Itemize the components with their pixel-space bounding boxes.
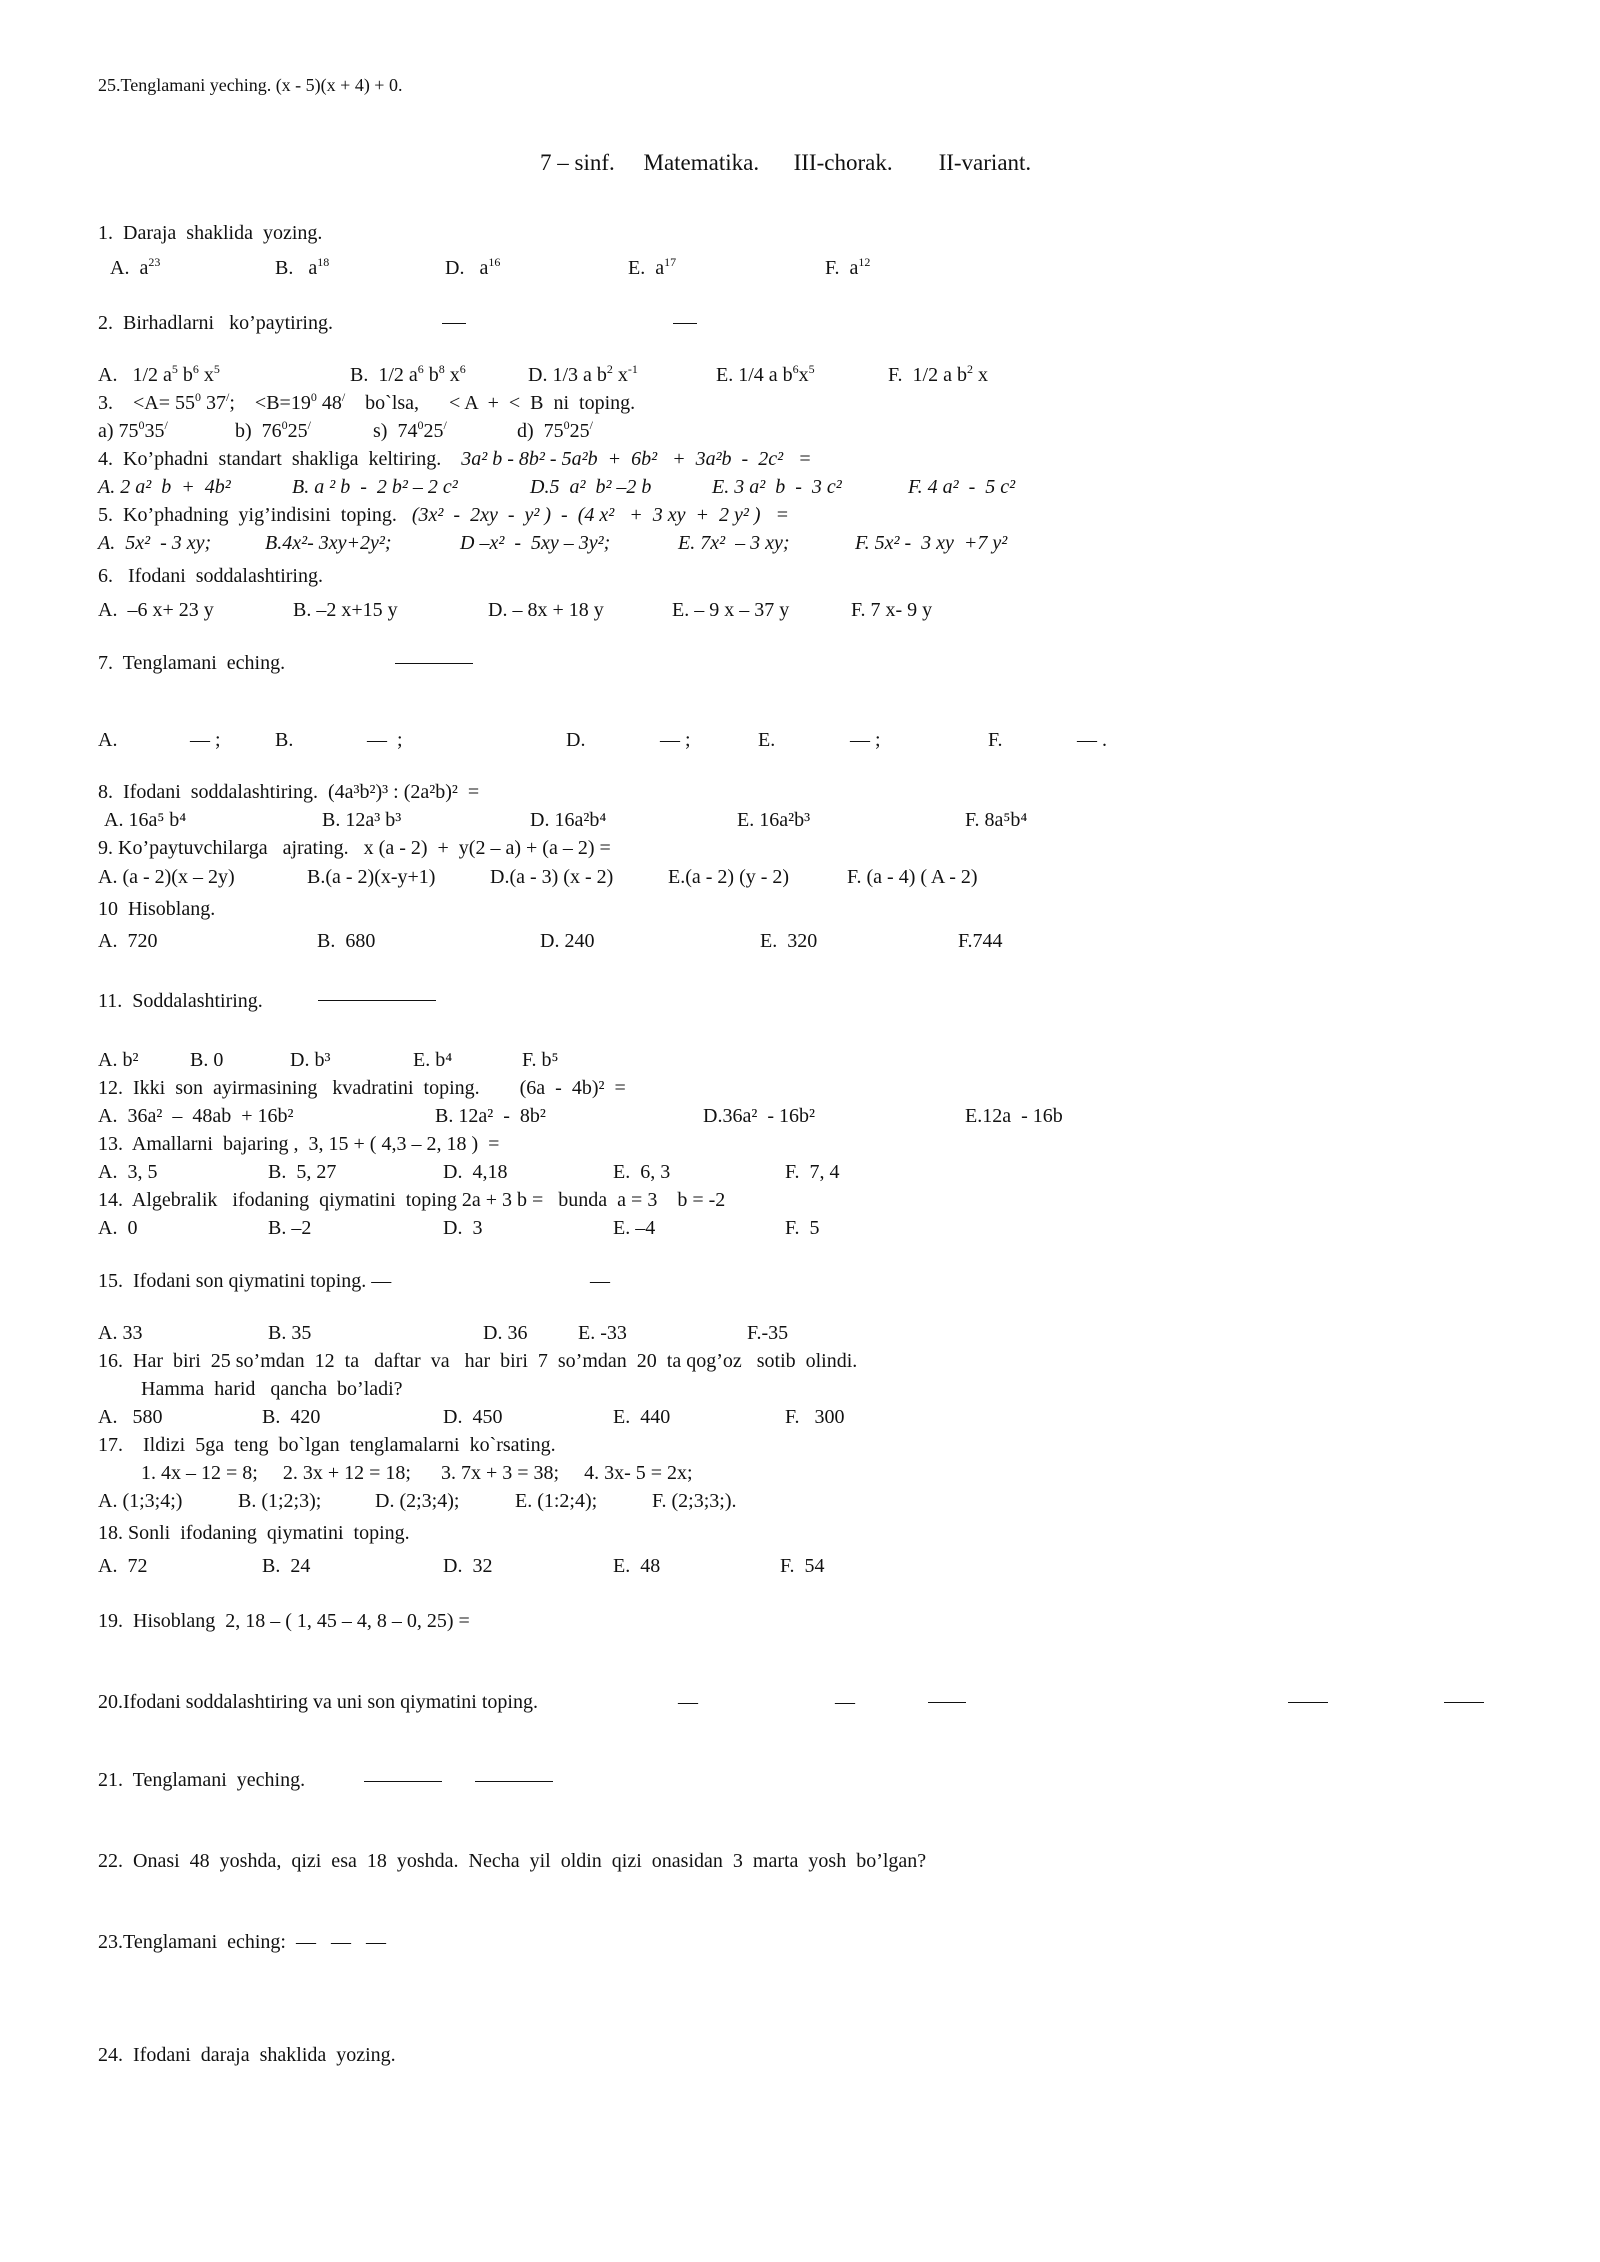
q1-option-b: B. $a^{18}$ — [275, 255, 330, 279]
q9-option-e: E.(a - 2) (y - 2) — [668, 866, 790, 888]
question-17: 17. Ildizi 5ga teng bo`lgan tenglamalarni ko`rsating. — [98, 1434, 556, 1456]
q16-option-b: B. 420 — [262, 1406, 321, 1428]
q13-option-a: A. 3, 5 — [98, 1161, 158, 1183]
q13-option-d: D. 4,18 — [443, 1161, 508, 1183]
q17-option-d: D. (2;3;4); — [375, 1490, 460, 1512]
q14-option-e: E. –4 — [613, 1217, 656, 1239]
q5-option-e: E. 7x² – 3 xy; — [678, 532, 790, 554]
q2-option-d: D. 1/3 a $b^2$ $x^{-1}$ — [528, 362, 638, 386]
q4-option-a: A. 2 a² b + 4b² — [98, 476, 231, 498]
q7-option-f-label: F. — [988, 729, 1003, 751]
q13-option-f: F. 7, 4 — [785, 1161, 840, 1183]
fraction-bar — [1288, 1702, 1328, 1703]
question-8: 8. Ifodani soddalashtiring. (4a³b²)³ : (2a²b)² = — [98, 781, 480, 803]
fraction-bar — [318, 1000, 436, 1001]
fraction-bar — [364, 1781, 442, 1782]
q7-option-f: — . — [1077, 729, 1107, 751]
q18-option-a: A. 72 — [98, 1555, 148, 1577]
q5-option-d: D –x² - 5xy – 3y²; — [460, 532, 611, 554]
q15-option-e: E. -33 — [578, 1322, 627, 1344]
question-3: 3. $<A= 55^0$ 37/; $<B=19^0$ 48/ bo`lsa, < A + < B ni toping. — [98, 390, 636, 414]
fraction-bar — [395, 663, 473, 664]
q9-option-a: A. (a - 2)(x – 2y) — [98, 866, 235, 888]
q14-option-d: D. 3 — [443, 1217, 483, 1239]
question-12: 12. Ikki son ayirmasining kvadratini toping. (6a - 4b)² = — [98, 1077, 626, 1099]
question-9: 9. Ko’paytuvchilarga ajrating. x (a - 2) + y(2 – a) + (a – 2) = — [98, 837, 611, 859]
q7-option-a-label: A. — [98, 729, 118, 751]
q4-option-b: B. a ² b - 2 b² – 2 c² — [292, 476, 458, 498]
q9-option-f: F. (a - 4) ( A - 2) — [847, 866, 978, 888]
q18-option-f: F. 54 — [780, 1555, 825, 1577]
q14-option-b: B. –2 — [268, 1217, 312, 1239]
fraction-bar — [928, 1702, 966, 1703]
q7-option-d-label: D. — [566, 729, 586, 751]
q6-option-e: E. – 9 x – 37 y — [672, 599, 790, 621]
q11-option-a: A. b² — [98, 1049, 139, 1071]
question-19: 19. Hisoblang 2, 18 – ( 1, 45 – 4, 8 – 0, 25) = — [98, 1610, 470, 1632]
question-16-line-2: Hamma harid qancha bo’ladi? — [141, 1378, 403, 1400]
q3-option-a: a) $75^035^/$ — [98, 418, 168, 442]
q13-option-b: B. 5, 27 — [268, 1161, 337, 1183]
q15-option-d: D. 36 — [483, 1322, 528, 1344]
q17-option-a: A. (1;3;4;) — [98, 1490, 183, 1512]
fraction-bar: — — [835, 1691, 855, 1713]
q4-option-e: E. 3 a² b - 3 c² — [712, 476, 842, 498]
q18-option-b: B. 24 — [262, 1555, 311, 1577]
q18-option-d: D. 32 — [443, 1555, 493, 1577]
q8-option-f: F. 8a⁵b⁴ — [965, 809, 1028, 831]
question-15: 15. Ifodani son qiymatini toping. — — [98, 1270, 392, 1292]
q1-option-e: E. $a^{17}$ — [628, 255, 677, 279]
q3-option-b: b) $76^025^/$ — [235, 418, 312, 442]
q1-option-d: D. $a^{16}$ — [445, 255, 501, 279]
q12-option-b: B. 12a² - 8b² — [435, 1105, 546, 1127]
fraction-bar: — — [678, 1691, 698, 1713]
fraction-bar — [475, 1781, 553, 1782]
title-variant: II-variant. — [938, 150, 1032, 175]
q8-option-d: D. 16a²b⁴ — [530, 809, 607, 831]
q11-option-e: E. b⁴ — [413, 1049, 453, 1071]
q9-option-d: D.(a - 3) (x - 2) — [490, 866, 614, 888]
q11-option-d: D. b³ — [290, 1049, 331, 1071]
fraction-bar — [673, 323, 697, 324]
q17-option-e: E. (1:2;4); — [515, 1490, 598, 1512]
question-23: 23.Tenglamani eching: — — — — [98, 1931, 386, 1953]
q7-option-b: — ; — [367, 729, 403, 751]
q9-option-b: B.(a - 2)(x-y+1) — [307, 866, 436, 888]
q8-option-e: E. 16a²b³ — [737, 809, 811, 831]
question-22: 22. Onasi 48 yoshda, qizi esa 18 yoshda. Necha yil oldin qizi onasidan 3 marta yosh bo’lgan? — [98, 1850, 927, 1872]
q7-option-e: — ; — [850, 729, 881, 751]
question-2: 2. Birhadlarni ko’paytiring. — [98, 312, 333, 334]
title-subject: Matematika. — [643, 150, 760, 175]
question-1: 1. Daraja shaklida yozing. — [98, 222, 323, 244]
q10-option-e: E. 320 — [760, 930, 818, 952]
q11-option-b: B. 0 — [190, 1049, 224, 1071]
q10-option-b: B. 680 — [317, 930, 376, 952]
q5-option-f: F. 5x² - 3 xy +7 y² — [855, 532, 1008, 554]
question-17-line-2: 1. 4x – 12 = 8; 2. 3x + 12 = 18; 3. 7x + 3 = 38; 4. 3x- 5 = 2x; — [141, 1462, 693, 1484]
fraction-bar: — — [590, 1270, 610, 1292]
q10-option-d: D. 240 — [540, 930, 595, 952]
q7-option-b-label: B. — [275, 729, 294, 751]
title-quarter: III-chorak. — [793, 150, 893, 175]
question-7: 7. Tenglamani eching. — [98, 652, 286, 674]
q4-option-f: F. 4 a² - 5 c² — [908, 476, 1016, 498]
q15-option-f: F.-35 — [747, 1322, 789, 1344]
q6-option-b: B. –2 x+15 y — [293, 599, 398, 621]
q16-option-d: D. 450 — [443, 1406, 503, 1428]
q10-option-a: A. 720 — [98, 930, 158, 952]
fraction-bar — [1444, 1702, 1484, 1703]
question-14: 14. Algebralik ifodaning qiymatini toping 2a + 3 b = bunda a = 3 b = -2 — [98, 1189, 726, 1211]
q3-option-d: d) $75^025^/$ — [517, 418, 594, 442]
q11-option-f: F. b⁵ — [522, 1049, 559, 1071]
q14-option-f: F. 5 — [785, 1217, 820, 1239]
fraction-bar — [442, 323, 466, 324]
question-4: 4. Ko’phadni standart shakliga keltiring. 3a² b - 8b² - 5a²b + 6b² + 3a²b - 2c² = — [98, 448, 812, 470]
q8-option-b: B. 12a³ b³ — [322, 809, 402, 831]
q12-option-d: D.36a² - 16b² — [703, 1105, 815, 1127]
question-16: 16. Har biri 25 so’mdan 12 ta daftar va har biri 7 so’mdan 20 ta qog’oz sotib olindi. — [98, 1350, 858, 1372]
q7-option-e-label: E. — [758, 729, 776, 751]
q5-option-a: A. 5x² - 3 xy; — [98, 532, 212, 554]
question-5: 5. Ko’phadning yig’indisini toping. (3x² - 2xy - y² ) - (4 x² + 3 xy + 2 y² ) = — [98, 504, 789, 526]
q1-option-a: A. $a^{23}$ — [110, 255, 161, 279]
q18-option-e: E. 48 — [613, 1555, 661, 1577]
q6-option-d: D. – 8x + 18 y — [488, 599, 604, 621]
q4-option-d: D.5 a² b² –2 b — [530, 476, 652, 498]
q2-option-f: F. 1/2 a $b^2$ x — [888, 362, 988, 386]
question-13: 13. Amallarni bajaring , 3, 15 + ( 4,3 – 2, 18 ) = — [98, 1133, 500, 1155]
q17-option-b: B. (1;2;3); — [238, 1490, 322, 1512]
question-11: 11. Soddalashtiring. — [98, 990, 263, 1012]
question-20: 20.Ifodani soddalashtiring va uni son qiymatini toping. — [98, 1691, 538, 1713]
q7-option-a: — ; — [190, 729, 221, 751]
q5-option-b: B.4x²- 3xy+2y²; — [265, 532, 392, 554]
q2-option-a: A. 1/2 $a^5$ $b^6$ $x^5$ — [98, 362, 220, 386]
q1-option-f: F. $a^{12}$ — [825, 255, 871, 279]
q12-option-e: E.12a - 16b — [965, 1105, 1063, 1127]
q8-option-a: A. 16a⁵ b⁴ — [104, 809, 187, 831]
question-21: 21. Tenglamani yeching. — [98, 1769, 306, 1791]
title-grade: 7 – sinf. — [540, 150, 615, 175]
worksheet-title — [540, 150, 1031, 176]
q13-option-e: E. 6, 3 — [613, 1161, 671, 1183]
q12-option-a: A. 36a² – 48ab + 16b² — [98, 1105, 294, 1127]
q2-option-b: B. 1/2 $a^6$ $b^8$ $x^6$ — [350, 362, 466, 386]
question-6: 6. Ifodani soddalashtiring. — [98, 565, 323, 587]
question-10: 10 Hisoblang. — [98, 898, 216, 920]
q16-option-e: E. 440 — [613, 1406, 671, 1428]
question-24: 24. Ifodani daraja shaklida yozing. — [98, 2044, 396, 2066]
q2-option-e: E. 1/4 a $b^6x^5$ — [716, 362, 815, 386]
top-line: 25.Tenglamani yeching. (x - 5)(x + 4) + 0. — [98, 75, 403, 95]
q15-option-b: B. 35 — [268, 1322, 312, 1344]
q17-option-f: F. (2;3;3;). — [652, 1490, 737, 1512]
q6-option-a: A. –6 x+ 23 y — [98, 599, 214, 621]
q14-option-a: A. 0 — [98, 1217, 138, 1239]
question-18: 18. Sonli ifodaning qiymatini toping. — [98, 1522, 410, 1544]
q16-option-a: A. 580 — [98, 1406, 163, 1428]
q15-option-a: A. 33 — [98, 1322, 143, 1344]
q6-option-f: F. 7 x- 9 y — [851, 599, 933, 621]
q3-option-s: s) $74^025^/$ — [373, 418, 447, 442]
q10-option-f: F.744 — [958, 930, 1003, 952]
q16-option-f: F. 300 — [785, 1406, 845, 1428]
q7-option-d: — ; — [660, 729, 691, 751]
